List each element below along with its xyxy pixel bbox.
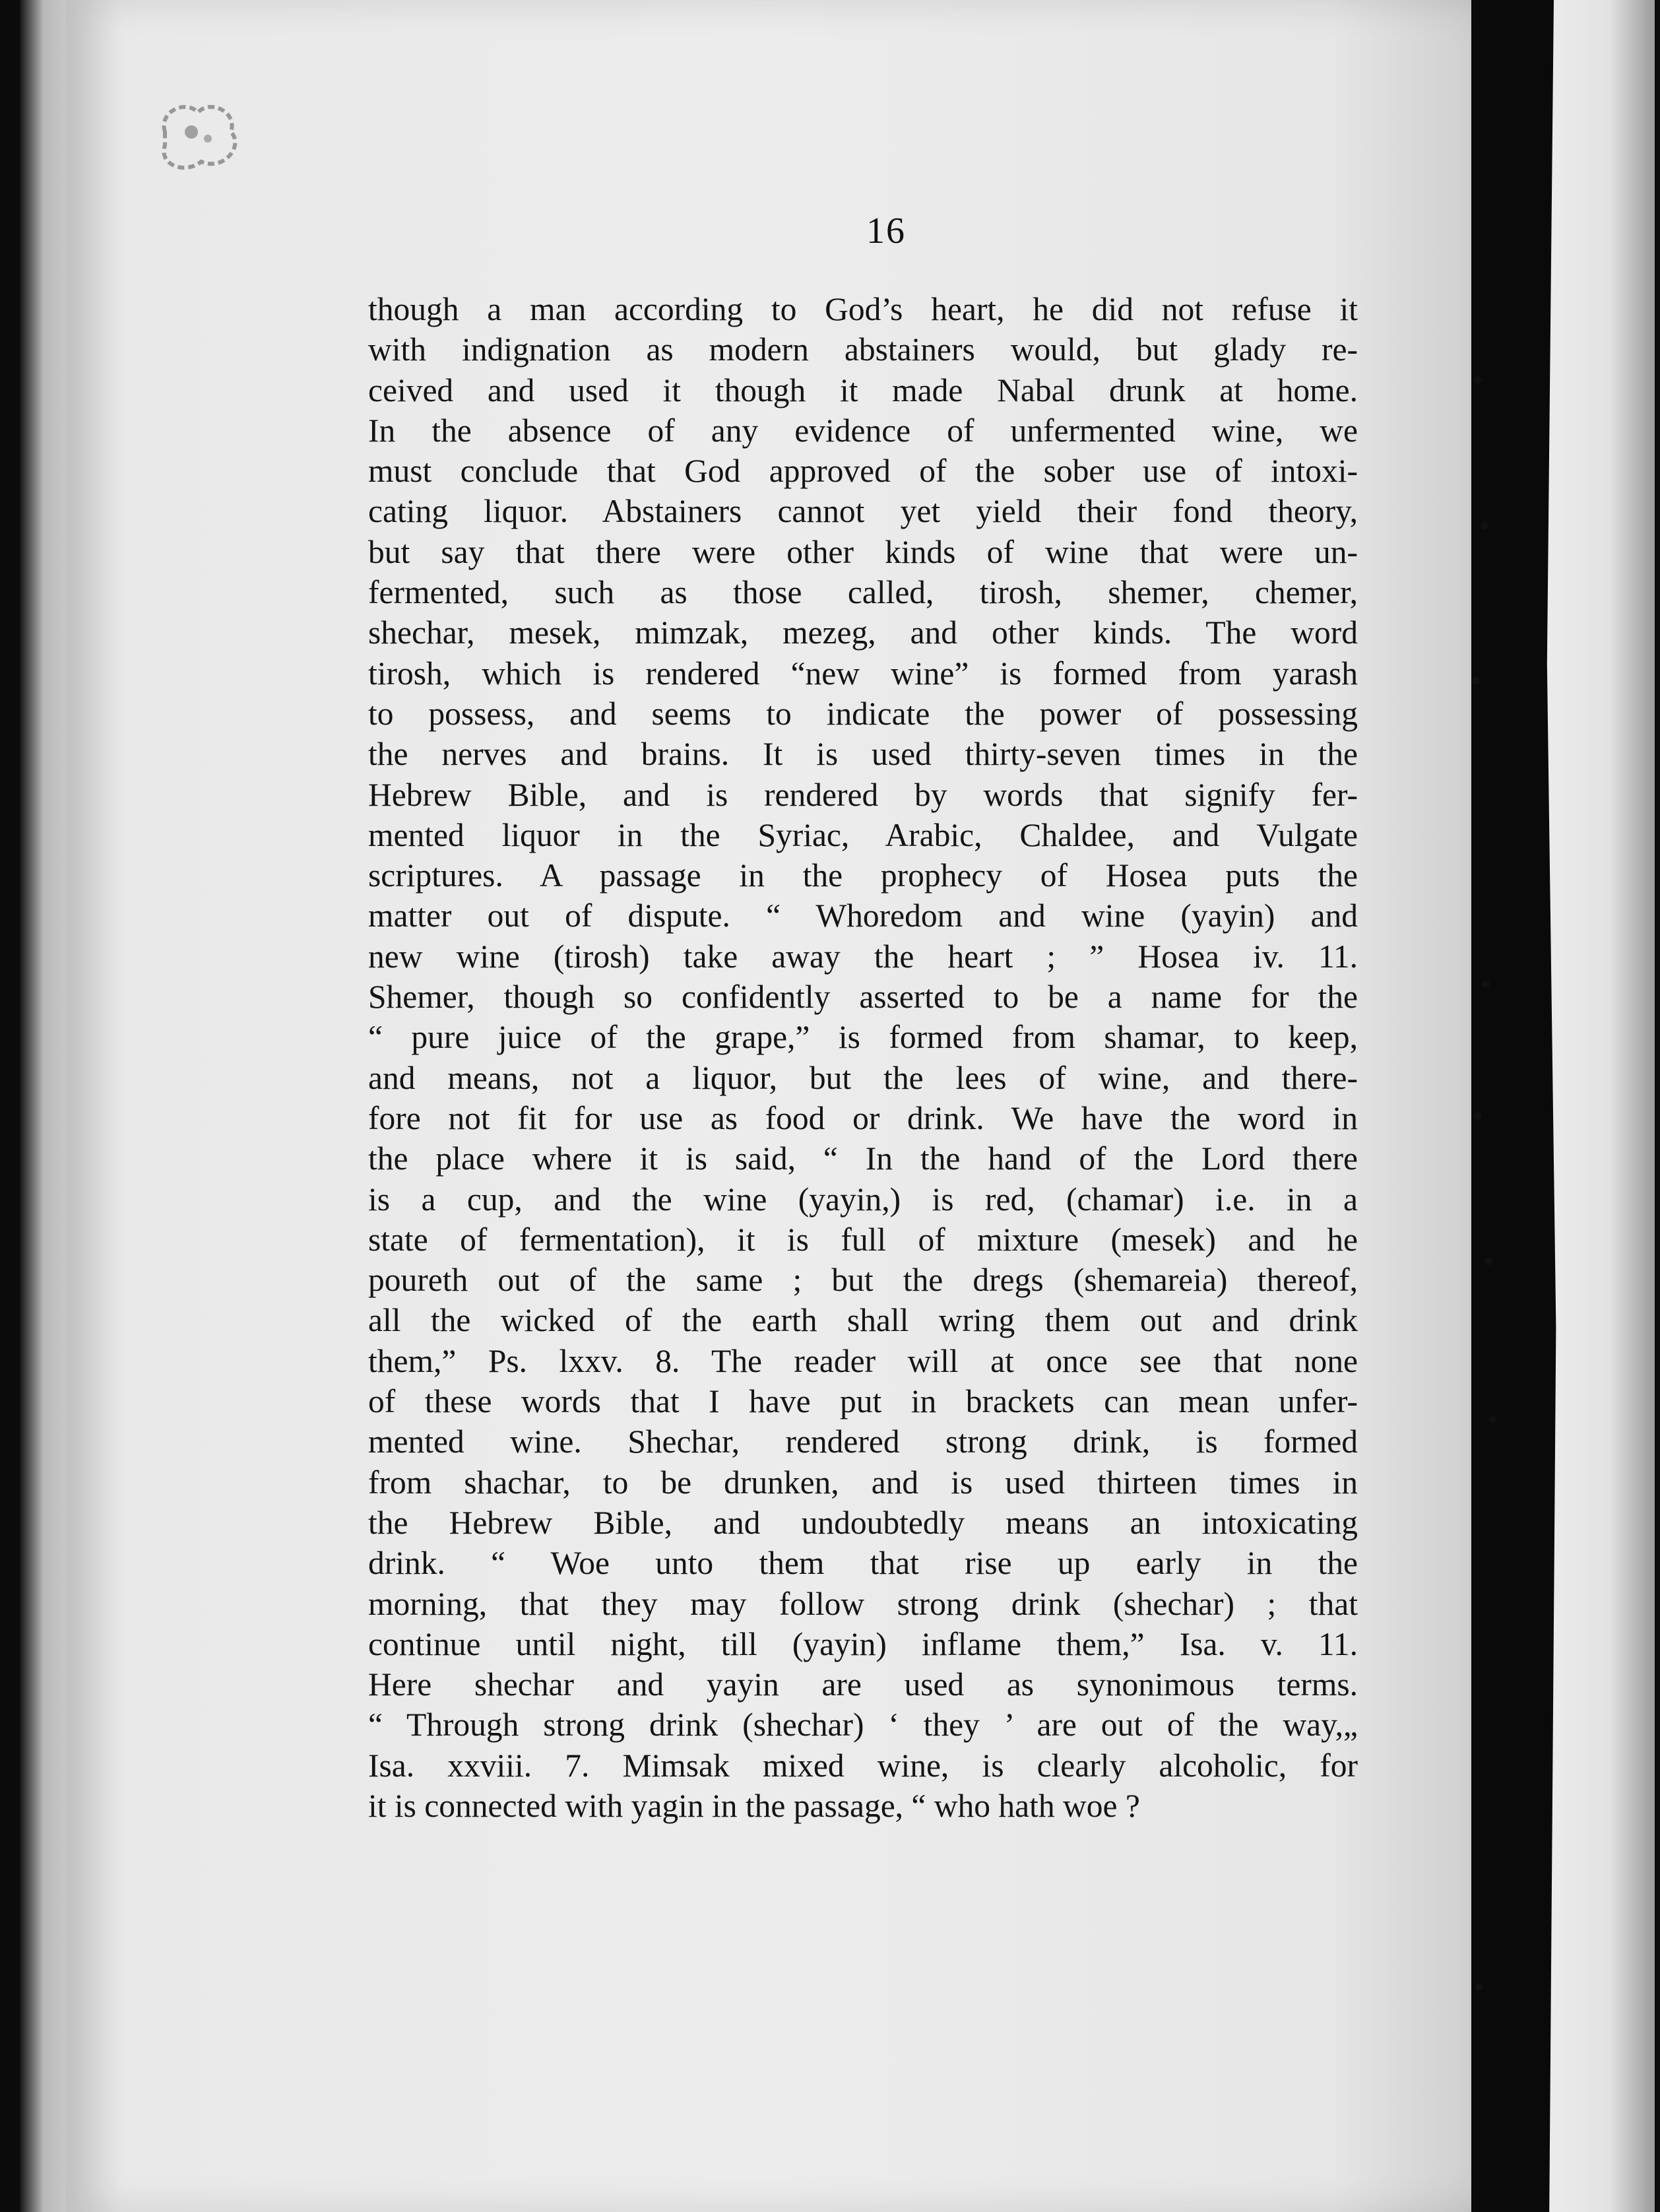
text-line: matter out of dispute. “ Whoredom and wine (yayin) and bbox=[368, 897, 1358, 934]
text-line: Hebrew Bible, and is rendered by words that signify fer- bbox=[368, 776, 1358, 813]
body-text bbox=[368, 289, 1358, 1826]
text-line: “ Through strong drink (shechar) ‘ they ’ are out of the way,„ bbox=[368, 1707, 1358, 1743]
text-line: and means, not a liquor, but the lees of wine, and there- bbox=[368, 1059, 1358, 1096]
margin-speck: • bbox=[1470, 1102, 1486, 1132]
text-line: from shachar, to be drunken, and is used thirteen times in bbox=[368, 1464, 1358, 1501]
text-line: state of fermentation), it is full of mixture (mesek) and he bbox=[368, 1221, 1358, 1258]
text-line: but say that there were other kinds of wine that were un- bbox=[368, 533, 1358, 570]
text-line: must conclude that God approved of the sober use of intoxi- bbox=[368, 453, 1358, 490]
text-line: Isa. xxviii. 7. Mimsak mixed wine, is clearly alcoholic, for bbox=[368, 1747, 1358, 1784]
text-line: to possess, and seems to indicate the power of possessing bbox=[368, 695, 1358, 732]
text-line: the place where it is said, “ In the hand of the Lord there bbox=[368, 1140, 1358, 1177]
text-line: mented liquor in the Syriac, Arabic, Chaldee, and Vulgate bbox=[368, 816, 1358, 853]
text-line: “ pure juice of the grape,” is formed from shamar, to keep, bbox=[368, 1019, 1358, 1056]
margin-speck: • bbox=[1478, 970, 1494, 1000]
margin-speck: • bbox=[1477, 511, 1492, 542]
margin-speck: • bbox=[1481, 1247, 1497, 1278]
next-page-edge bbox=[1543, 0, 1655, 2212]
text-line: tirosh, which is rendered “new wine” is formed from yarash bbox=[368, 655, 1358, 692]
margin-speck: • bbox=[1468, 667, 1484, 697]
text-line: shechar, mesek, mimzak, mezeg, and other kinds. The word bbox=[368, 614, 1358, 651]
text-line: fore not fit for use as food or drink. We have the word in bbox=[368, 1099, 1358, 1136]
ink-stamp-blot bbox=[145, 92, 251, 178]
text-line: though a man according to God’s heart, he did not refuse it bbox=[368, 291, 1358, 327]
text-line: ceived and used it though it made Nabal drunk at home. bbox=[368, 372, 1358, 408]
margin-speck: • bbox=[1484, 1406, 1500, 1436]
text-line: cating liquor. Abstainers cannot yet yield their fond theory, bbox=[368, 493, 1358, 530]
text-line: mented wine. Shechar, rendered strong drink, is formed bbox=[368, 1423, 1358, 1460]
text-line: drink. “ Woe unto them that rise up early in the bbox=[368, 1545, 1358, 1582]
text-line: fermented, such as those called, tirosh, shemer, chemer, bbox=[368, 574, 1358, 611]
text-line: continue until night, till (yayin) inflame them,” Isa. v. 11. bbox=[368, 1625, 1358, 1662]
text-line: them,” Ps. lxxv. 8. The reader will at once see that none bbox=[368, 1342, 1358, 1379]
page-number: 16 bbox=[866, 211, 906, 251]
text-line: new wine (tirosh) take away the heart ; ” Hosea iv. 11. bbox=[368, 938, 1358, 975]
text-line: the Hebrew Bible, and undoubtedly means an intoxicating bbox=[368, 1504, 1358, 1541]
text-line: all the wicked of the earth shall wring them out and drink bbox=[368, 1302, 1358, 1339]
margin-speck: • bbox=[1470, 366, 1486, 397]
text-line: the nerves and brains. It is used thirty-seven times in the bbox=[368, 736, 1358, 773]
text-line: is a cup, and the wine (yayin,) is red, (chamar) i.e. in a bbox=[368, 1181, 1358, 1218]
text-line: scriptures. A passage in the prophecy of Hosea puts the bbox=[368, 857, 1358, 894]
text-line: In the absence of any evidence of unfermented wine, we bbox=[368, 412, 1358, 449]
text-line: Shemer, though so confidently asserted to be a name for the bbox=[368, 979, 1358, 1016]
text-line: Here shechar and yayin are used as synonimous terms. bbox=[368, 1666, 1358, 1703]
text-line: with indignation as modern abstainers would, but glady re- bbox=[368, 331, 1358, 368]
text-line: it is connected with yagin in the passage, “ who hath woe ? bbox=[368, 1787, 1140, 1824]
text-line: of these words that I have put in brackets can mean unfer- bbox=[368, 1383, 1358, 1420]
margin-speck: • bbox=[1471, 1973, 1487, 2003]
text-line: morning, that they may follow strong drink (shechar) ; that bbox=[368, 1585, 1358, 1622]
text-line: poureth out of the same ; but the dregs (shemareia) thereof, bbox=[368, 1262, 1358, 1299]
